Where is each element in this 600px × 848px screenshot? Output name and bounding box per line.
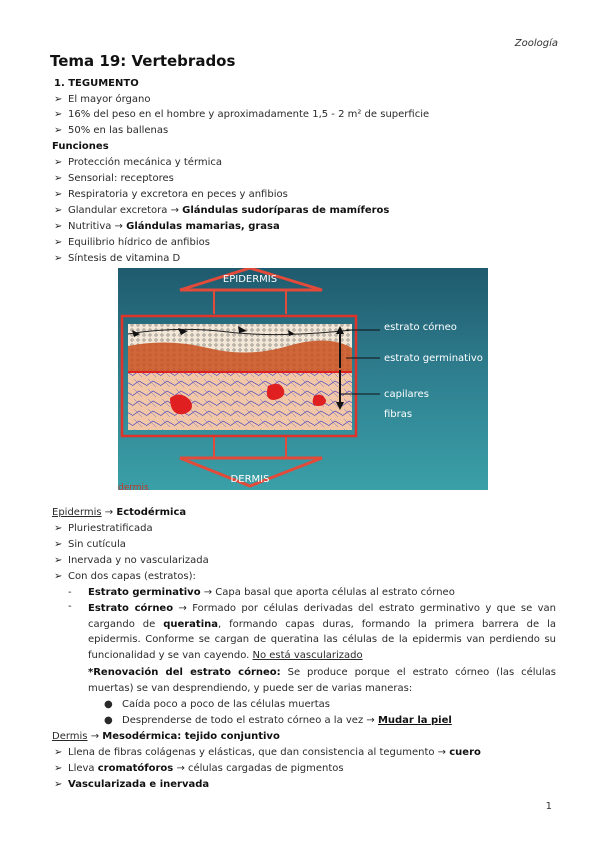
list-item: ➢ Llena de fibras colágenas y elásticas, que dan consistencia al tegumento → cuero bbox=[54, 747, 481, 758]
label-fibras: fibras bbox=[384, 409, 413, 420]
dash-bullet-icon: - bbox=[68, 587, 72, 598]
arrow-bullet-icon: ➢ bbox=[54, 173, 63, 184]
arrow-bullet-icon: ➢ bbox=[54, 523, 63, 534]
arrow-bullet-icon: ➢ bbox=[54, 189, 63, 200]
dash-bullet-icon: - bbox=[68, 601, 72, 612]
list-item: ➢ Con dos capas (estratos): bbox=[54, 571, 196, 582]
list-item: ➢ Nutritiva → Glándulas mamarias, grasa bbox=[54, 221, 280, 232]
epidermis-label: EPIDERMIS bbox=[222, 274, 278, 285]
arrow-bullet-icon: ➢ bbox=[54, 253, 63, 264]
list-item: ➢ Glandular excretora → Glándulas sudoríparas de mamíferos bbox=[54, 205, 390, 216]
funciones-heading: Funciones bbox=[52, 141, 109, 152]
list-item: ➢ Protección mecánica y térmica bbox=[54, 157, 223, 168]
list-item: ➢ Sensorial: receptores bbox=[54, 173, 174, 184]
arrow-bullet-icon: ➢ bbox=[54, 125, 63, 136]
arrow-bullet-icon: ➢ bbox=[54, 94, 63, 105]
list-item: ➢ Sin cutícula bbox=[54, 539, 126, 550]
list-item: ➢ Respiratoria y excretora en peces y anfibios bbox=[54, 189, 288, 200]
arrow-bullet-icon: ➢ bbox=[54, 571, 63, 582]
dot-bullet-icon: ● bbox=[104, 699, 113, 710]
subject-header: Zoología bbox=[514, 38, 558, 49]
estrato-corneo-paragraph: Estrato córneo → Formado por células derivadas del estrato germinativo y que se van cargando de queratina, formando capas duras, formando la primera barrera de la epidermis. Conforme se cargan de queratina las células de la epidermis van perdiendo su funcionalidad y se van cayendo. No está vascularizado bbox=[88, 603, 556, 662]
list-item: ➢ Síntesis de vitamina D bbox=[54, 253, 181, 264]
arrow-bullet-icon: ➢ bbox=[54, 747, 63, 758]
arrow-bullet-icon: ➢ bbox=[54, 109, 63, 120]
list-item: ➢ 16% del peso en el hombre y aproximadamente 1,5 - 2 m² de superficie bbox=[54, 109, 430, 120]
list-item: ➢ El mayor órgano bbox=[54, 94, 151, 105]
list-item: ➢ 50% en las ballenas bbox=[54, 125, 169, 136]
arrow-bullet-icon: ➢ bbox=[54, 763, 63, 774]
arrow-bullet-icon: ➢ bbox=[54, 205, 63, 216]
dermis-corner-label: dermis bbox=[118, 483, 149, 490]
page-title: Tema 19: Vertebrados bbox=[50, 52, 236, 70]
list-item: - Estrato germinativo → Capa basal que aporta células al estrato córneo bbox=[68, 587, 455, 598]
skin-diagram bbox=[118, 268, 488, 490]
label-estrato-germinativo: estrato germinativo bbox=[384, 353, 483, 364]
arrow-bullet-icon: ➢ bbox=[54, 539, 63, 550]
arrow-bullet-icon: ➢ bbox=[54, 221, 63, 232]
arrow-bullet-icon: ➢ bbox=[54, 157, 63, 168]
list-item: ➢ Pluriestratificada bbox=[54, 523, 153, 534]
label-estrato-corneo: estrato córneo bbox=[384, 322, 457, 333]
list-item: ➢ Lleva cromatóforos → células cargadas de pigmentos bbox=[54, 763, 344, 774]
list-item: ● Desprenderse de todo el estrato córneo a la vez → Mudar la piel bbox=[104, 715, 452, 726]
dot-bullet-icon: ● bbox=[104, 715, 113, 726]
arrow-bullet-icon: ➢ bbox=[54, 779, 63, 790]
renovacion-paragraph: *Renovación del estrato córneo: Se produce porque el estrato córneo (las células muertas) se van desprendiendo, y puede ser de varias maneras: bbox=[88, 667, 556, 694]
list-item: ➢ Vascularizada e inervada bbox=[54, 779, 210, 790]
page-number: 1 bbox=[545, 801, 552, 812]
arrow-bullet-icon: ➢ bbox=[54, 555, 63, 566]
list-item: ● Caída poco a poco de las células muertas bbox=[104, 699, 331, 710]
epidermis-heading: Epidermis → Ectodérmica bbox=[52, 507, 187, 518]
skin-block bbox=[128, 324, 352, 430]
tegumento-heading: 1. TEGUMENTO bbox=[54, 78, 139, 89]
list-item: ➢ Equilibrio hídrico de anfibios bbox=[54, 237, 210, 248]
label-capilares: capilares bbox=[384, 389, 429, 400]
dermis-label: DERMIS bbox=[230, 474, 270, 485]
arrow-bullet-icon: ➢ bbox=[54, 237, 63, 248]
list-item: ➢ Inervada y no vascularizada bbox=[54, 555, 209, 566]
dermis-heading: Dermis → Mesodérmica: tejido conjuntivo bbox=[52, 731, 280, 742]
